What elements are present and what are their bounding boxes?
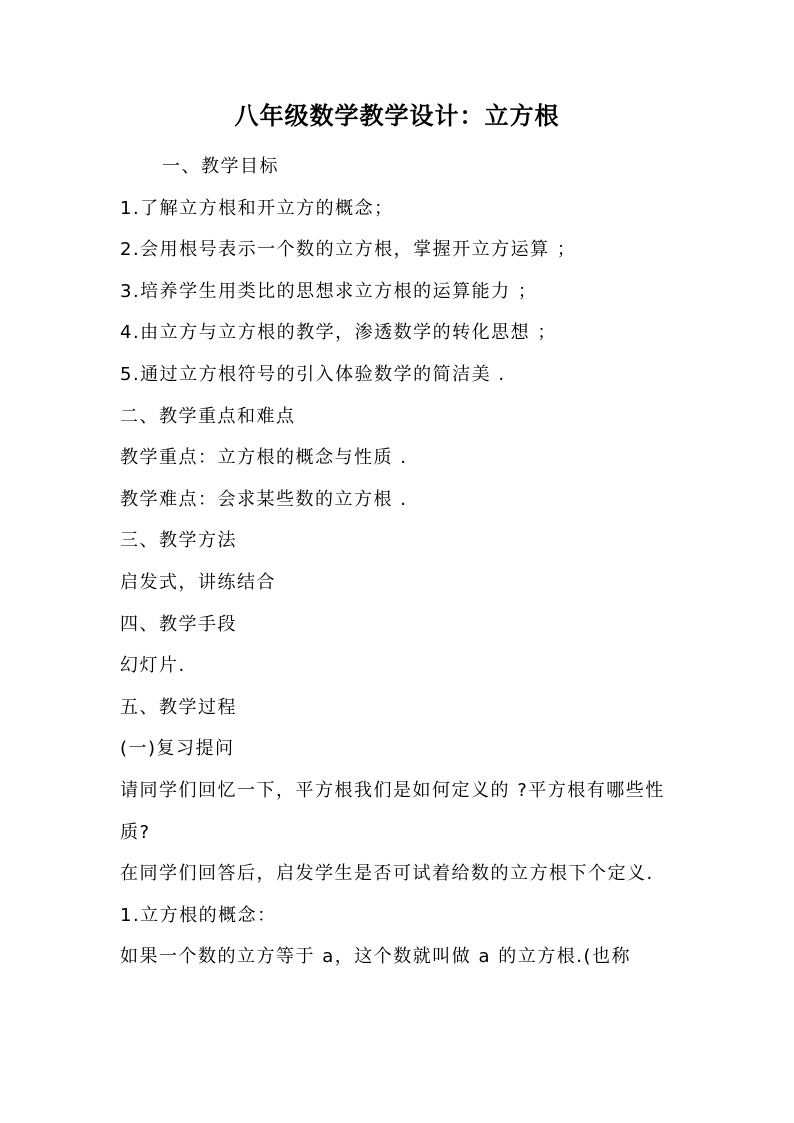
concept-heading: 1.立方根的概念： [120, 904, 277, 926]
definition-text: 如果一个数的立方等于 a，这个数就叫做 a 的立方根.(也称 [120, 946, 631, 968]
objective-item: 5.通过立方根符号的引入体验数学的简洁美 . [120, 363, 506, 385]
document-title: 八年级数学教学设计：立方根 [234, 102, 560, 130]
methods-text: 启发式，讲练结合 [120, 571, 276, 593]
section-heading-means: 四、教学手段 [120, 613, 237, 635]
means-text: 幻灯片. [120, 655, 186, 677]
review-question-paragraph: 请同学们回忆一下，平方根我们是如何定义的 ?平方根有哪些性质? [120, 779, 665, 843]
difficult-point-text: 教学难点：会求某些数的立方根 . [120, 488, 408, 510]
objective-item: 1.了解立方根和开立方的概念； [120, 197, 394, 219]
objective-item: 4.由立方与立方根的教学，渗透数学的转化思想 ； [120, 322, 557, 344]
section-heading-objectives: 一、教学目标 [162, 156, 279, 177]
section-heading-methods: 三、教学方法 [120, 530, 237, 552]
subsection-heading-review: (一)复习提问 [120, 738, 235, 760]
document-body [120, 146, 676, 978]
section-heading-process: 五、教学过程 [120, 696, 237, 718]
guidance-paragraph: 在同学们回答后，启发学生是否可试着给数的立方根下个定义. [120, 863, 654, 885]
objective-item: 3.培养学生用类比的思想求立方根的运算能力 ； [120, 280, 538, 302]
section-heading-key-points: 二、教学重点和难点 [120, 405, 296, 427]
objective-item: 2.会用根号表示一个数的立方根，掌握开立方运算 ； [120, 239, 577, 261]
key-point-text: 教学重点：立方根的概念与性质 . [120, 447, 408, 469]
